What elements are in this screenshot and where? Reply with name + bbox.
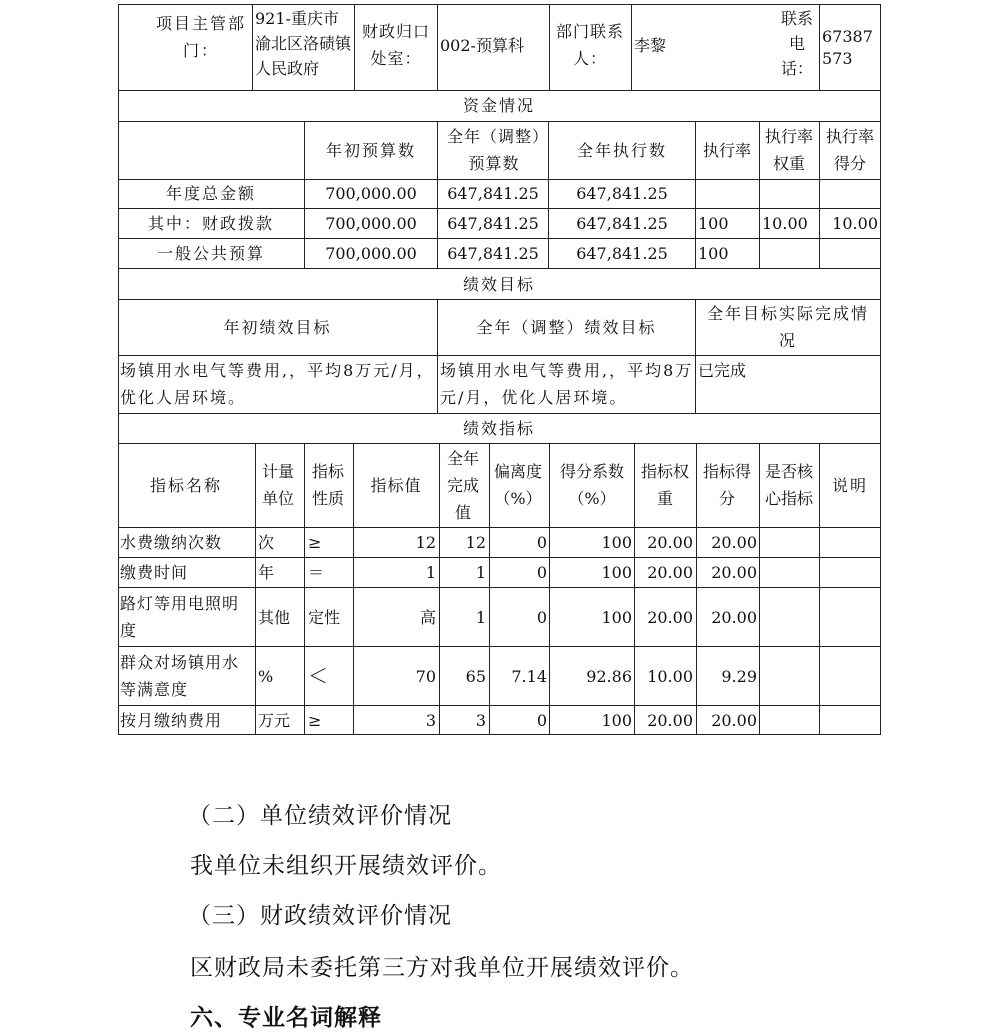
table-rule — [118, 355, 880, 356]
table-rule — [304, 443, 305, 734]
goals-header-adjusted: 全年（调整）绩效目标 — [476, 317, 657, 337]
funds-cell: 700,000.00 — [325, 214, 417, 233]
table-rule — [304, 121, 305, 268]
funds-cell: 700,000.00 — [325, 184, 417, 203]
table-rule — [118, 90, 880, 91]
funds-header-adjusted: 全年（调整）预算数 — [446, 127, 541, 173]
table-rule — [118, 527, 880, 528]
funds-row-label: 年度总金额 — [165, 184, 256, 203]
table-rule — [118, 4, 880, 5]
table-rule — [118, 557, 880, 558]
table-rule — [549, 443, 550, 734]
ind-row-weight: 20.00 — [647, 533, 693, 552]
ind-row-name: 群众对场镇用水等满意度 — [120, 653, 240, 699]
ind-row-nature: ＝ — [308, 563, 325, 582]
ind-row-name: 路灯等用电照明度 — [120, 594, 240, 640]
ind-row-coefficient: 100 — [601, 533, 632, 552]
ind-row-deviation: 0 — [536, 607, 547, 627]
ind-row-deviation: 0 — [536, 711, 547, 730]
table-rule — [489, 443, 490, 734]
funds-cell: 700,000.00 — [325, 244, 417, 263]
funds-cell: 647,841.25 — [447, 214, 539, 233]
table-rule — [548, 121, 549, 268]
table-rule — [880, 4, 881, 735]
funds-header-weight: 执行率权重 — [764, 127, 813, 173]
table-rule — [437, 299, 438, 413]
para-unit-evaluation: 我单位未组织开展绩效评价。 — [190, 853, 502, 879]
funds-cell: 100 — [698, 214, 729, 233]
ind-row-deviation: 0 — [536, 533, 547, 552]
finance-value: 002-预算科 — [440, 36, 524, 55]
ind-header-core: 是否核心指标 — [764, 462, 813, 508]
ind-row-actual: 1 — [475, 563, 486, 582]
table-rule — [549, 4, 550, 90]
ind-row-weight: 20.00 — [647, 607, 693, 627]
ind-row-nature: ＜ — [308, 663, 328, 688]
ind-row-score: 20.00 — [711, 563, 757, 582]
ind-row-unit: 其他 — [258, 607, 291, 627]
contact-value: 李黎 — [634, 36, 667, 55]
funds-header-score: 执行率得分 — [825, 127, 874, 173]
table-rule — [631, 4, 632, 90]
table-rule — [695, 121, 696, 268]
funds-header-initial: 年初预算数 — [325, 140, 416, 160]
ind-row-target: 高 — [419, 607, 436, 627]
ind-header-target: 指标值 — [370, 475, 422, 495]
ind-row-nature: ≥ — [308, 533, 322, 552]
ind-row-actual: 12 — [465, 533, 486, 552]
ind-row-coefficient: 100 — [601, 607, 632, 627]
table-rule — [354, 4, 355, 90]
funds-section-title: 资金情况 — [462, 96, 535, 115]
table-rule — [118, 268, 880, 269]
table-rule — [819, 4, 820, 90]
table-rule — [118, 208, 880, 209]
table-rule — [437, 4, 438, 90]
ind-row-weight: 10.00 — [647, 666, 693, 686]
phone-label: 联系电话： — [780, 9, 813, 78]
heading-finance-evaluation: （三）财政绩效评价情况 — [188, 903, 452, 929]
ind-row-weight: 20.00 — [647, 563, 693, 582]
funds-header-executed: 全年执行数 — [576, 140, 667, 160]
ind-row-coefficient: 100 — [601, 563, 632, 582]
table-rule — [118, 179, 880, 180]
table-rule — [252, 4, 253, 90]
ind-row-weight: 20.00 — [647, 711, 693, 730]
table-rule — [634, 443, 635, 734]
ind-header-name: 指标名称 — [149, 475, 222, 495]
ind-row-coefficient: 92.86 — [586, 666, 632, 686]
ind-row-deviation: 7.14 — [511, 666, 547, 686]
ind-row-unit: % — [258, 666, 274, 686]
ind-row-coefficient: 100 — [601, 711, 632, 730]
ind-row-target: 70 — [415, 666, 436, 686]
ind-row-actual: 65 — [465, 666, 486, 686]
ind-header-coefficient: 得分系数（%） — [559, 462, 624, 508]
table-rule — [759, 121, 760, 268]
funds-cell: 10.00 — [832, 214, 878, 233]
goals-value-adjusted: 场镇用水电气等费用,，平均8万元/月，优化人居环境。 — [440, 361, 694, 407]
table-rule — [695, 299, 696, 413]
table-rule — [819, 121, 820, 268]
goals-header-actual: 全年目标实际完成情况 — [706, 304, 869, 350]
dept-label: 项目主管部门： — [155, 14, 246, 60]
ind-row-score: 20.00 — [711, 711, 757, 730]
heading-terms: 六、专业名词解释 — [190, 1005, 382, 1031]
table-rule — [437, 121, 438, 268]
heading-unit-evaluation: （二）单位绩效评价情况 — [188, 803, 452, 829]
funds-cell: 10.00 — [762, 214, 808, 233]
funds-header-rate: 执行率 — [702, 140, 751, 160]
ind-header-note: 说明 — [831, 475, 868, 495]
ind-header-unit: 计量单位 — [261, 462, 294, 508]
table-rule — [118, 646, 880, 647]
ind-row-target: 3 — [425, 711, 436, 730]
ind-row-actual: 3 — [475, 711, 486, 730]
table-rule — [759, 443, 760, 734]
ind-header-nature: 指标性质 — [311, 462, 344, 508]
table-rule — [118, 299, 880, 300]
goals-header-initial: 年初绩效目标 — [223, 317, 332, 337]
table-rule — [118, 4, 119, 735]
goals-section-title: 绩效目标 — [462, 274, 535, 294]
ind-row-target: 12 — [415, 533, 436, 552]
table-rule — [118, 705, 880, 706]
ind-row-score: 20.00 — [711, 533, 757, 552]
table-rule — [819, 443, 820, 734]
ind-row-target: 1 — [425, 563, 436, 582]
funds-row-label: 其中：财政拨款 — [147, 214, 274, 233]
ind-row-unit: 万元 — [258, 711, 291, 730]
ind-header-deviation: 偏离度（%） — [493, 462, 542, 508]
ind-row-name: 缴费时间 — [120, 563, 189, 582]
finance-label: 财政归口处室： — [361, 22, 430, 68]
ind-header-score: 指标得分 — [702, 462, 751, 508]
table-rule — [118, 587, 880, 588]
table-rule — [118, 734, 880, 735]
para-finance-evaluation: 区财政局未委托第三方对我单位开展绩效评价。 — [190, 955, 694, 981]
ind-row-score: 20.00 — [711, 607, 757, 627]
funds-cell: 647,841.25 — [447, 184, 539, 203]
ind-header-weight: 指标权重 — [640, 462, 689, 508]
funds-cell: 647,841.25 — [576, 244, 668, 263]
ind-row-unit: 次 — [258, 533, 275, 552]
goals-value-actual: 已完成 — [698, 361, 747, 380]
funds-cell: 647,841.25 — [576, 214, 668, 233]
funds-cell: 100 — [698, 244, 729, 263]
ind-row-nature: 定性 — [308, 607, 341, 627]
indicators-section-title: 绩效指标 — [462, 418, 535, 438]
ind-row-name: 按月缴纳费用 — [120, 711, 223, 730]
funds-cell: 647,841.25 — [576, 184, 668, 203]
dept-value: 921-重庆市渝北区洛碛镇人民政府 — [255, 9, 352, 78]
table-rule — [118, 238, 880, 239]
table-rule — [118, 121, 880, 122]
funds-cell: 647,841.25 — [447, 244, 539, 263]
goals-value-initial: 场镇用水电气等费用,，平均8万元/月，优化人居环境。 — [120, 361, 435, 407]
table-rule — [696, 443, 697, 734]
ind-row-unit: 年 — [258, 563, 275, 582]
table-rule — [118, 413, 880, 414]
table-rule — [255, 443, 256, 734]
ind-header-actual: 全年完成值 — [446, 448, 479, 522]
contact-label: 部门联系人： — [555, 22, 624, 68]
ind-row-actual: 1 — [475, 607, 486, 627]
table-rule — [353, 443, 354, 734]
ind-row-name: 水费缴纳次数 — [120, 533, 223, 552]
ind-row-score: 9.29 — [721, 666, 757, 686]
ind-row-nature: ≥ — [308, 711, 322, 730]
ind-row-deviation: 0 — [536, 563, 547, 582]
phone-value: 67387573 — [822, 27, 873, 68]
funds-row-label: 一般公共预算 — [156, 244, 265, 263]
table-rule — [118, 443, 880, 444]
table-rule — [439, 443, 440, 734]
